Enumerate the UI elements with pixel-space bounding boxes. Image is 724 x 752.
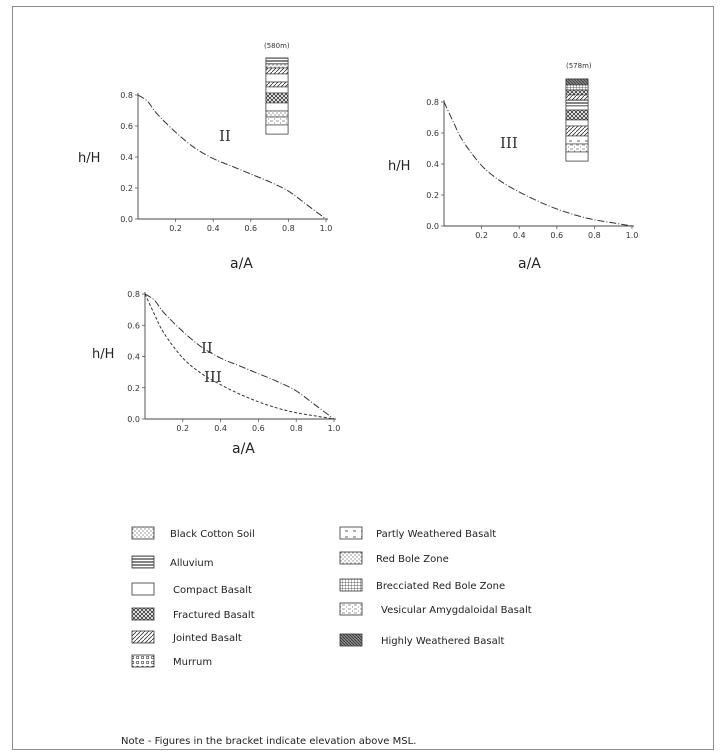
chart-combined-y-tick-label: 0.6: [127, 321, 140, 331]
chart-ii-y-tick-label: 0.4: [120, 153, 133, 162]
legend-swatch-jointed-basalt: [132, 631, 154, 643]
chart-combined-y-axis-label: h/H: [92, 347, 115, 362]
chart-ii-elevation: (580m): [264, 42, 290, 50]
chart-ii-x-tick-label: 0.8: [282, 224, 295, 233]
legend-label-murrum: Murrum: [173, 657, 213, 668]
chart-combined-y-tick-label: 0.0: [127, 415, 140, 424]
legend-label-black-cotton-soil: Black Cotton Soil: [170, 529, 255, 540]
chart-ii-x-axis-label: a/A: [230, 256, 253, 272]
chart-combined-x-axis-label: a/A: [232, 441, 255, 457]
legend-right-column: [340, 527, 532, 647]
chart-ii-y-tick-label: 0.8: [120, 91, 133, 100]
chart-iii-y-tick-label: 0.4: [426, 160, 439, 169]
chart-ii-borehole-log: [266, 58, 288, 134]
chart-ii-x-tick-label: 0.4: [206, 224, 220, 233]
chart-iii-borehole-log: [566, 79, 588, 161]
legend-swatch-red-bole-zone: [340, 552, 362, 564]
chart-ii-y-axis-label: h/H: [78, 151, 101, 166]
chart-iii-x-tick-label: 0.8: [588, 231, 601, 240]
legend-swatch-murrum: [132, 655, 154, 667]
chart-ii-curve-label: II: [219, 127, 231, 145]
legend-label-alluvium: Alluvium: [170, 558, 214, 569]
legend-swatch-highly-weathered-basalt: [340, 634, 362, 646]
chart-ii-x-tick-label: 0.2: [169, 224, 182, 233]
chart-combined-x-tick-label: 0.4: [214, 424, 227, 433]
chart-combined-y-tick-label: 0.8: [127, 290, 140, 299]
chart-combined-series-iii-line: [145, 294, 334, 419]
chart-combined-series-ii-line: [145, 294, 334, 419]
legend-label-partly-weathered-basalt: Partly Weathered Basalt: [376, 529, 497, 540]
legend-swatch-vesicular-amygdaloidal-basalt: [340, 603, 362, 615]
chart-combined: [92, 290, 340, 457]
chart-ii-x-tick-label: 0.6: [244, 224, 258, 233]
legend-label-compact-basalt: Compact Basalt: [173, 585, 252, 596]
legend-label-vesicular-amygdaloidal-basalt: Vesicular Amygdaloidal Basalt: [381, 605, 532, 616]
legend-swatch-fractured-basalt: [132, 608, 154, 620]
chart-iii-series-iii-line: [444, 102, 632, 226]
chart-ii-series-ii-line: [138, 95, 326, 219]
chart-ii-y-tick-label: 0.6: [120, 122, 133, 131]
legend-left-column: [132, 527, 255, 668]
chart-iii-y-axis-label: h/H: [388, 159, 411, 174]
chart-combined-x-tick-label: 0.2: [176, 424, 190, 433]
legend-swatch-partly-weathered-basalt: [340, 527, 362, 539]
chart-iii-x-axis-label: a/A: [518, 256, 541, 272]
chart-combined-series-label-ii: II: [201, 339, 213, 357]
chart-iii-y-tick-label: 0.8: [426, 98, 439, 107]
legend-swatch-alluvium: [132, 556, 154, 568]
legend-swatch-black-cotton-soil: [132, 527, 154, 539]
chart-iii-x-tick-label: 0.4: [512, 231, 526, 240]
chart-combined-y-tick-label: 0.4: [127, 352, 140, 362]
chart-combined-x-tick-label: 0.8: [289, 424, 303, 433]
legend-swatch-compact-basalt: [132, 583, 154, 595]
chart-ii: [78, 42, 332, 272]
chart-ii-y-tick-label: 0.2: [120, 184, 133, 193]
chart-iii-x-tick-label: 1.0: [625, 231, 639, 240]
legend-label-jointed-basalt: Jointed Basalt: [173, 633, 242, 644]
chart-combined-series-label-iii: III: [204, 368, 222, 386]
chart-ii-x-tick-label: 1.0: [319, 224, 333, 233]
legend-label-red-bole-zone: Red Bole Zone: [376, 554, 449, 565]
chart-iii-y-tick-label: 0.2: [426, 191, 439, 200]
chart-iii-curve-label: III: [500, 134, 518, 152]
legend-label-fractured-basalt: Fractured Basalt: [173, 610, 255, 621]
chart-iii-x-tick-label: 0.2: [475, 231, 488, 240]
legend-label-brecciated-red-bole-zone: Brecciated Red Bole Zone: [376, 581, 506, 592]
chart-iii-y-tick-label: 0.6: [426, 129, 439, 138]
elevation-note: Note - Figures in the bracket indicate elevation above MSL.: [121, 736, 417, 747]
chart-iii: [388, 62, 638, 272]
legend-swatch-brecciated-red-bole-zone: [340, 579, 362, 591]
chart-combined-x-tick-label: 0.6: [252, 424, 265, 433]
chart-combined-x-tick-label: 1.0: [327, 424, 341, 433]
chart-ii-y-tick-label: 0.0: [120, 215, 133, 224]
chart-iii-elevation: (578m): [566, 62, 592, 70]
chart-iii-x-tick-label: 0.6: [550, 231, 564, 240]
chart-combined-y-tick-label: 0.2: [127, 383, 140, 393]
chart-iii-y-tick-label: 0.0: [426, 222, 439, 231]
legend-label-highly-weathered-basalt: Highly Weathered Basalt: [381, 636, 505, 647]
